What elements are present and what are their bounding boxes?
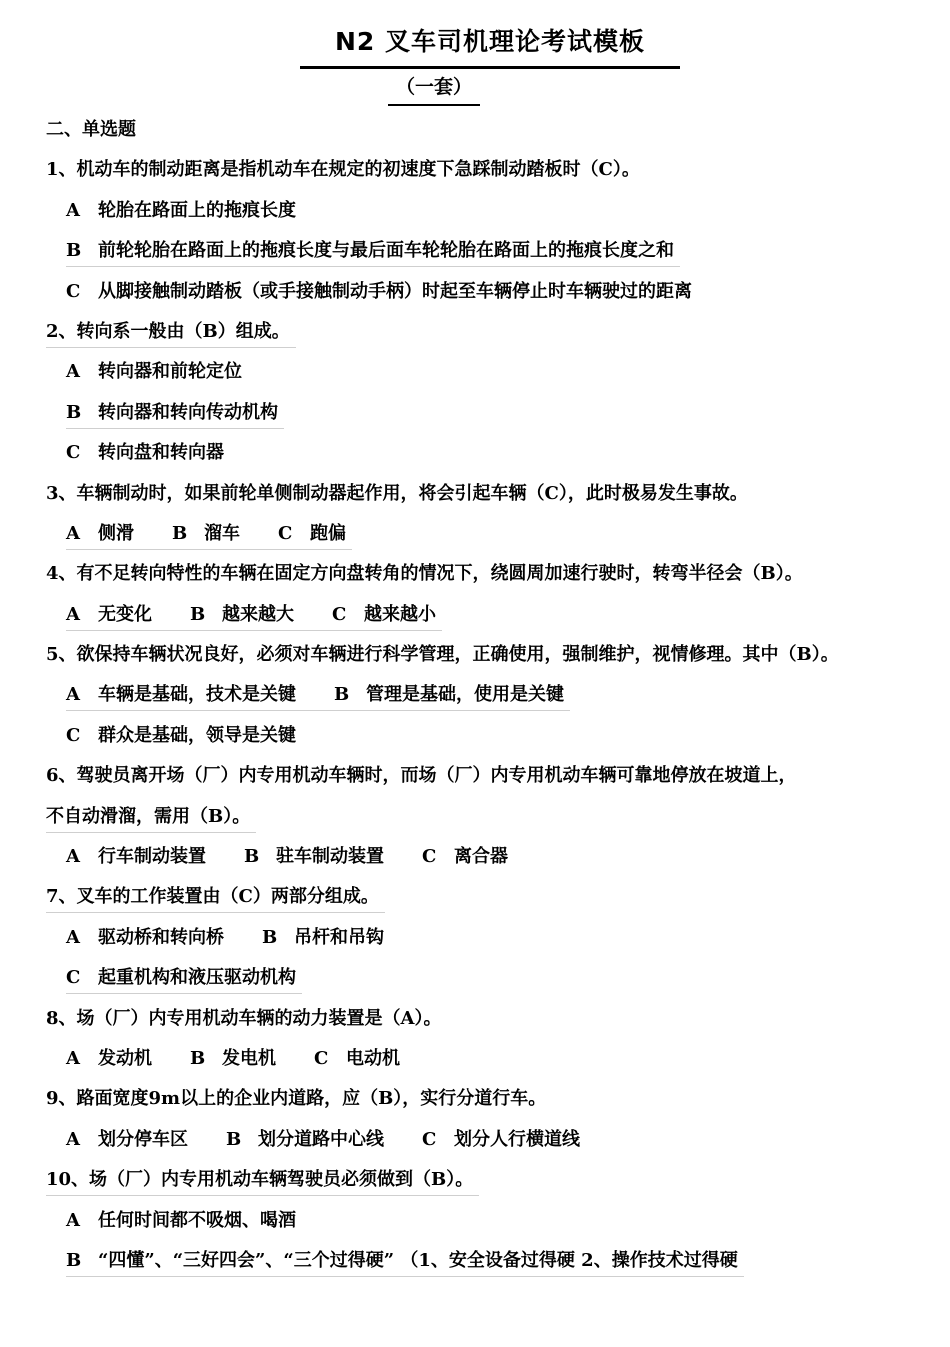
option-7c: C 起重机构和液压驱动机构 <box>46 963 926 1003</box>
section-heading: 二、单选题 <box>46 119 136 140</box>
question-1: 1、机动车的制动距离是指机动车在规定的初速度下急踩制动踏板时（C）。 <box>46 159 640 181</box>
question-9: 9、路面宽度9m以上的企业内道路，应（B），实行分道行车。 <box>46 1088 547 1110</box>
question-3: 3、车辆制动时，如果前轮单侧制动器起作用，将会引起车辆（C），此时极易发生事故。 <box>46 482 748 504</box>
option-1c: C 从脚接触制动踏板（或手接触制动手柄）时起至车辆停止时车辆驶过的距离 <box>66 280 692 302</box>
options-7: A 驱动桥和转向桥 B 吊杆和吊钩 <box>66 926 384 948</box>
title-underline <box>300 66 680 69</box>
option-2b: B 转向器和转向传动机构 <box>46 398 926 438</box>
question-6: 6、驾驶员离开场（厂）内专用机动车辆时，而场（厂）内专用机动车辆可靠地停放在坡道上， <box>46 765 797 787</box>
question-10: 10、场（厂）内专用机动车辆驾驶员必须做到（B）。 <box>46 1165 926 1205</box>
options-3: A 侧滑 B 溜车 C 跑偏 <box>46 519 926 559</box>
option-1a: A 轮胎在路面上的拖痕长度 <box>66 199 296 221</box>
option-2a: A 转向器和前轮定位 <box>66 361 242 383</box>
option-10b: B “四懂”、“三好四会”、“三个过得硬” （1、安全设备过得硬 2、操作技术过得硬 <box>46 1246 926 1286</box>
options-4: A 无变化 B 越来越大 C 越来越小 <box>46 600 926 640</box>
question-5: 5、欲保持车辆状况良好，必须对车辆进行科学管理，正确使用，强制维护，视情修理。其中（B）。 <box>46 644 839 666</box>
question-list <box>46 115 926 1286</box>
question-8: 8、场（厂）内专用机动车辆的动力装置是（A）。 <box>46 1007 442 1029</box>
options-9: A 划分停车区 B 划分道路中心线 C 划分人行横道线 <box>66 1128 580 1150</box>
question-4: 4、有不足转向特性的车辆在固定方向盘转角的情况下，绕圆周加速行驶时，转弯半径会（B）。 <box>46 563 803 585</box>
options-6: A 行车制动装置 B 驻车制动装置 C 离合器 <box>66 846 508 868</box>
subtitle-underline <box>388 104 480 106</box>
page-title: N2 叉车司机理论考试模板 <box>334 27 646 56</box>
page-subtitle: （一套） <box>395 76 472 98</box>
option-10a: A 任何时间都不吸烟、喝酒 <box>66 1209 296 1231</box>
options-8: A 发动机 B 发电机 C 电动机 <box>66 1047 400 1069</box>
question-2: 2、转向系一般由（B）组成。 <box>46 317 926 357</box>
option-5c: C 群众是基础，领导是关键 <box>66 724 296 746</box>
option-1b: B 前轮轮胎在路面上的拖痕长度与最后面车轮轮胎在路面上的拖痕长度之和 <box>46 236 926 276</box>
options-5: A 车辆是基础，技术是关键 B 管理是基础，使用是关键 <box>46 680 926 720</box>
option-2c: C 转向盘和转向器 <box>66 442 224 464</box>
question-7: 7、叉车的工作装置由（C）两部分组成。 <box>46 882 926 922</box>
question-6-cont: 不自动滑溜，需用（B）。 <box>46 802 926 842</box>
